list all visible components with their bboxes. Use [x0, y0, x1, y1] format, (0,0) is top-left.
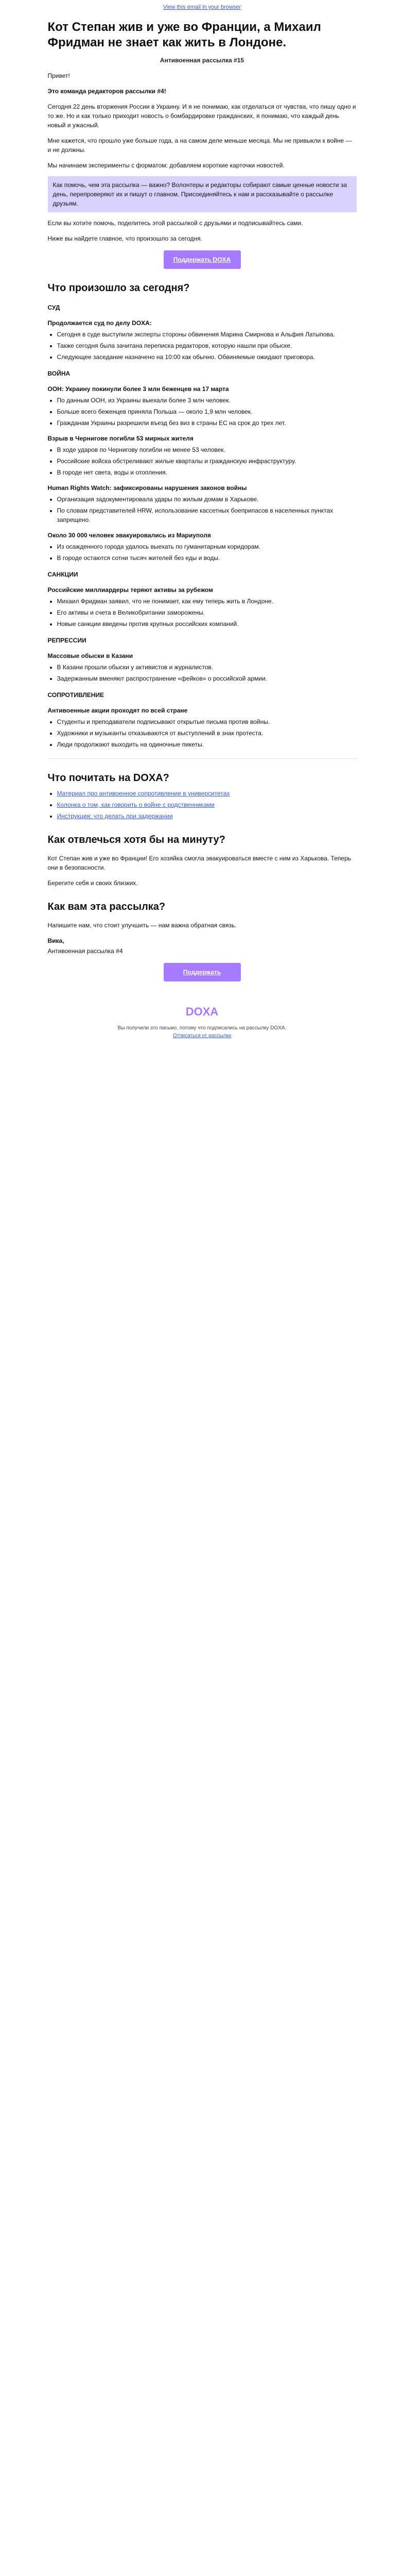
read-link[interactable]: Колонка о том, как говорить о войне с родственниками [57, 801, 215, 808]
list-item: • Из осажденного города удалось выехать по гуманитарным коридорам. [57, 542, 357, 551]
read-link[interactable]: Инструкция: что делать при задержании [57, 812, 173, 820]
list-item: • В городе нет света, воды и отопления. [57, 468, 357, 477]
email-page [0, 0, 404, 1054]
list-item: • Задержанным вменяют распространение «фейков» о российской армии. [57, 674, 357, 683]
list-item: • Российские войска обстреливают жилые кварталы и гражданскую инфраструктуру. [57, 456, 357, 466]
section-list [57, 597, 357, 629]
support-button[interactable]: Поддержать DOXA [164, 250, 241, 269]
list-item [57, 789, 357, 798]
list-item: • Его активы и счета в Великобритании заморожены. [57, 608, 357, 617]
list-item: • Гражданам Украины разрешили въезд без виз в страны ЕС на срок до трех лет. [57, 418, 357, 428]
read-link[interactable]: Материал про антивоенное сопротивление в университетах [57, 790, 230, 797]
issue-label: Антивоенная рассылка #15 [160, 57, 244, 64]
highlight-block: Как помочь, чем эта рассылка — важно? Волонтеры и редакторы собирают самые ценные новости за день, перепроверяют их и пишут о главном. Присоединяйтесь к нам и рассказывайте о рассылке друзьям. [48, 176, 357, 212]
section-title: Массовые обыски в Казани [47, 652, 133, 659]
signature-team: Антивоенная рассылка #4 [47, 947, 123, 955]
list-item: • Организация задокументировала удары по жилым домам в Харькове. [57, 495, 357, 504]
section-list [57, 717, 357, 749]
list-item: • В ходе ударов по Чернигову погибли не менее 53 человек. [57, 445, 357, 454]
intro-paragraph-3: Мы начинаем эксперименты с форматом: добавляем короткие карточки новостей. [47, 162, 285, 169]
section-list [57, 445, 357, 477]
relax-paragraph-1: Кот Степан жив и уже во Франции! Его хозяйка смогла эвакуироваться вместе с ним из Харькова. Теперь они в безопасности. [47, 855, 351, 871]
footer [48, 989, 357, 1054]
list-item: • По словам представителей HRW, использование кассетных боеприпасов в населенных пунктах запрещено. [57, 506, 357, 524]
section-list [57, 396, 357, 428]
list-item: • Михаил Фридман заявил, что не понимает, как ему теперь жить в Лондоне. [57, 597, 357, 606]
section-label: САНКЦИИ [47, 571, 78, 578]
section-label: СОПРОТИВЛЕНИЕ [47, 691, 104, 699]
footer-note: Вы получили это письмо, потому что подписались на рассылку DOXA. [117, 1025, 287, 1031]
intro-hello: Привет! [47, 72, 70, 79]
section-list [57, 330, 357, 362]
signature: Вика, [47, 937, 64, 944]
list-item: • Студенты и преподаватели подписывают открытые письма против войны. [57, 717, 357, 726]
section-label: СУД [47, 304, 60, 311]
section-label: ВОЙНА [47, 370, 71, 377]
list-item [57, 811, 357, 821]
intro-line1: Это команда редакторов рассылки #4! [47, 88, 166, 95]
read-list [57, 789, 357, 821]
list-item [57, 800, 357, 809]
doxa-logo: DOXA [185, 1005, 219, 1018]
support-button-bottom[interactable]: Поддержать [164, 963, 241, 981]
list-item: • Сегодня в суде выступили эксперты стороны обвинения Марина Смирнова и Альфия Латыпова. [57, 330, 357, 339]
rate-paragraph: Напишите нам, что стоит улучшить — нам важна обратная связь. [47, 922, 237, 929]
list-item: • Следующее заседание назначено на 10:00 как обычно. Обвиняемые ожидают приговора. [57, 352, 357, 362]
section-title: Около 30 000 человек эвакуировались из Мариуполя [47, 532, 211, 539]
divider [48, 758, 357, 759]
list-item: • В Казани прошли обыски у активистов и журналистов. [57, 663, 357, 672]
today-heading: Что произошло за сегодня? [47, 282, 190, 294]
list-item: • Люди продолжают выходить на одиночные пикеты. [57, 740, 357, 749]
section-title: Взрыв в Чернигове погибли 53 мирных жителя [47, 435, 194, 442]
section-title: Продолжается суд по делу DOXA: [47, 319, 152, 327]
read-heading: Что почитать на DOXA? [47, 772, 169, 784]
section-title: Human Rights Watch: зафиксированы нарушения законов войны [47, 484, 247, 492]
intro-paragraph-5: Ниже вы найдете главное, что произошло за сегодня. [47, 235, 202, 242]
list-item: • По данным ООН, из Украины выехали более 3 млн человек. [57, 396, 357, 405]
intro-paragraph-1: Сегодня 22 день вторжения России в Украину. И я не понимаю, как отделаться от чувства, что пишу одно и то же. Но и как только приходит новость о бомбардировке гражданских, я понимаю, что каждый день новый и ужасный. [47, 103, 356, 129]
rate-heading: Как вам эта рассылка? [47, 901, 166, 912]
intro-paragraph-2: Мне кажется, что прошло уже больше года, а на самом деле меньше месяца. Мы не привыкли к войне — и не должны. [47, 137, 352, 154]
news-sections [48, 303, 357, 749]
list-item: • Больше всего беженцев приняла Польша — около 1,9 млн человек. [57, 407, 357, 416]
unsubscribe-link[interactable]: Отписаться от рассылки [172, 1033, 232, 1039]
section-list [57, 542, 357, 563]
section-title: ООН: Украину покинули более 3 млн беженцев на 17 марта [47, 385, 229, 393]
section-list [57, 663, 357, 683]
list-item: • Также сегодня была зачитана переписка редакторов, которую нашли при обыске. [57, 341, 357, 350]
relax-paragraph-2: Берегите себя и своих близких. [47, 879, 138, 887]
list-item: • Художники и музыканты отказываются от выступлений в знак протеста. [57, 728, 357, 738]
list-item: • В городе остаются сотни тысяч жителей без еды и воды. [57, 553, 357, 563]
page-title: Кот Степан жив и уже во Франции, а Михаил Фридман не знает как жить в Лондоне. [47, 20, 321, 49]
section-list [57, 495, 357, 524]
section-title: Антивоенные акции проходят по всей стране [47, 707, 188, 714]
top-bar [0, 0, 404, 12]
list-item: • Новые санкции введены против крупных российских компаний. [57, 619, 357, 629]
section-label: РЕПРЕССИИ [47, 637, 86, 644]
view-in-browser-link[interactable]: View this email in your browser [163, 4, 241, 10]
relax-heading: Как отвлечься хотя бы на минуту? [47, 834, 225, 845]
section-title: Российские миллиардеры теряют активы за рубежом [47, 586, 213, 594]
intro-paragraph-4: Если вы хотите помочь, поделитесь этой рассылкой с друзьями и подписывайтесь сами. [47, 219, 303, 227]
content-column [48, 20, 357, 1054]
